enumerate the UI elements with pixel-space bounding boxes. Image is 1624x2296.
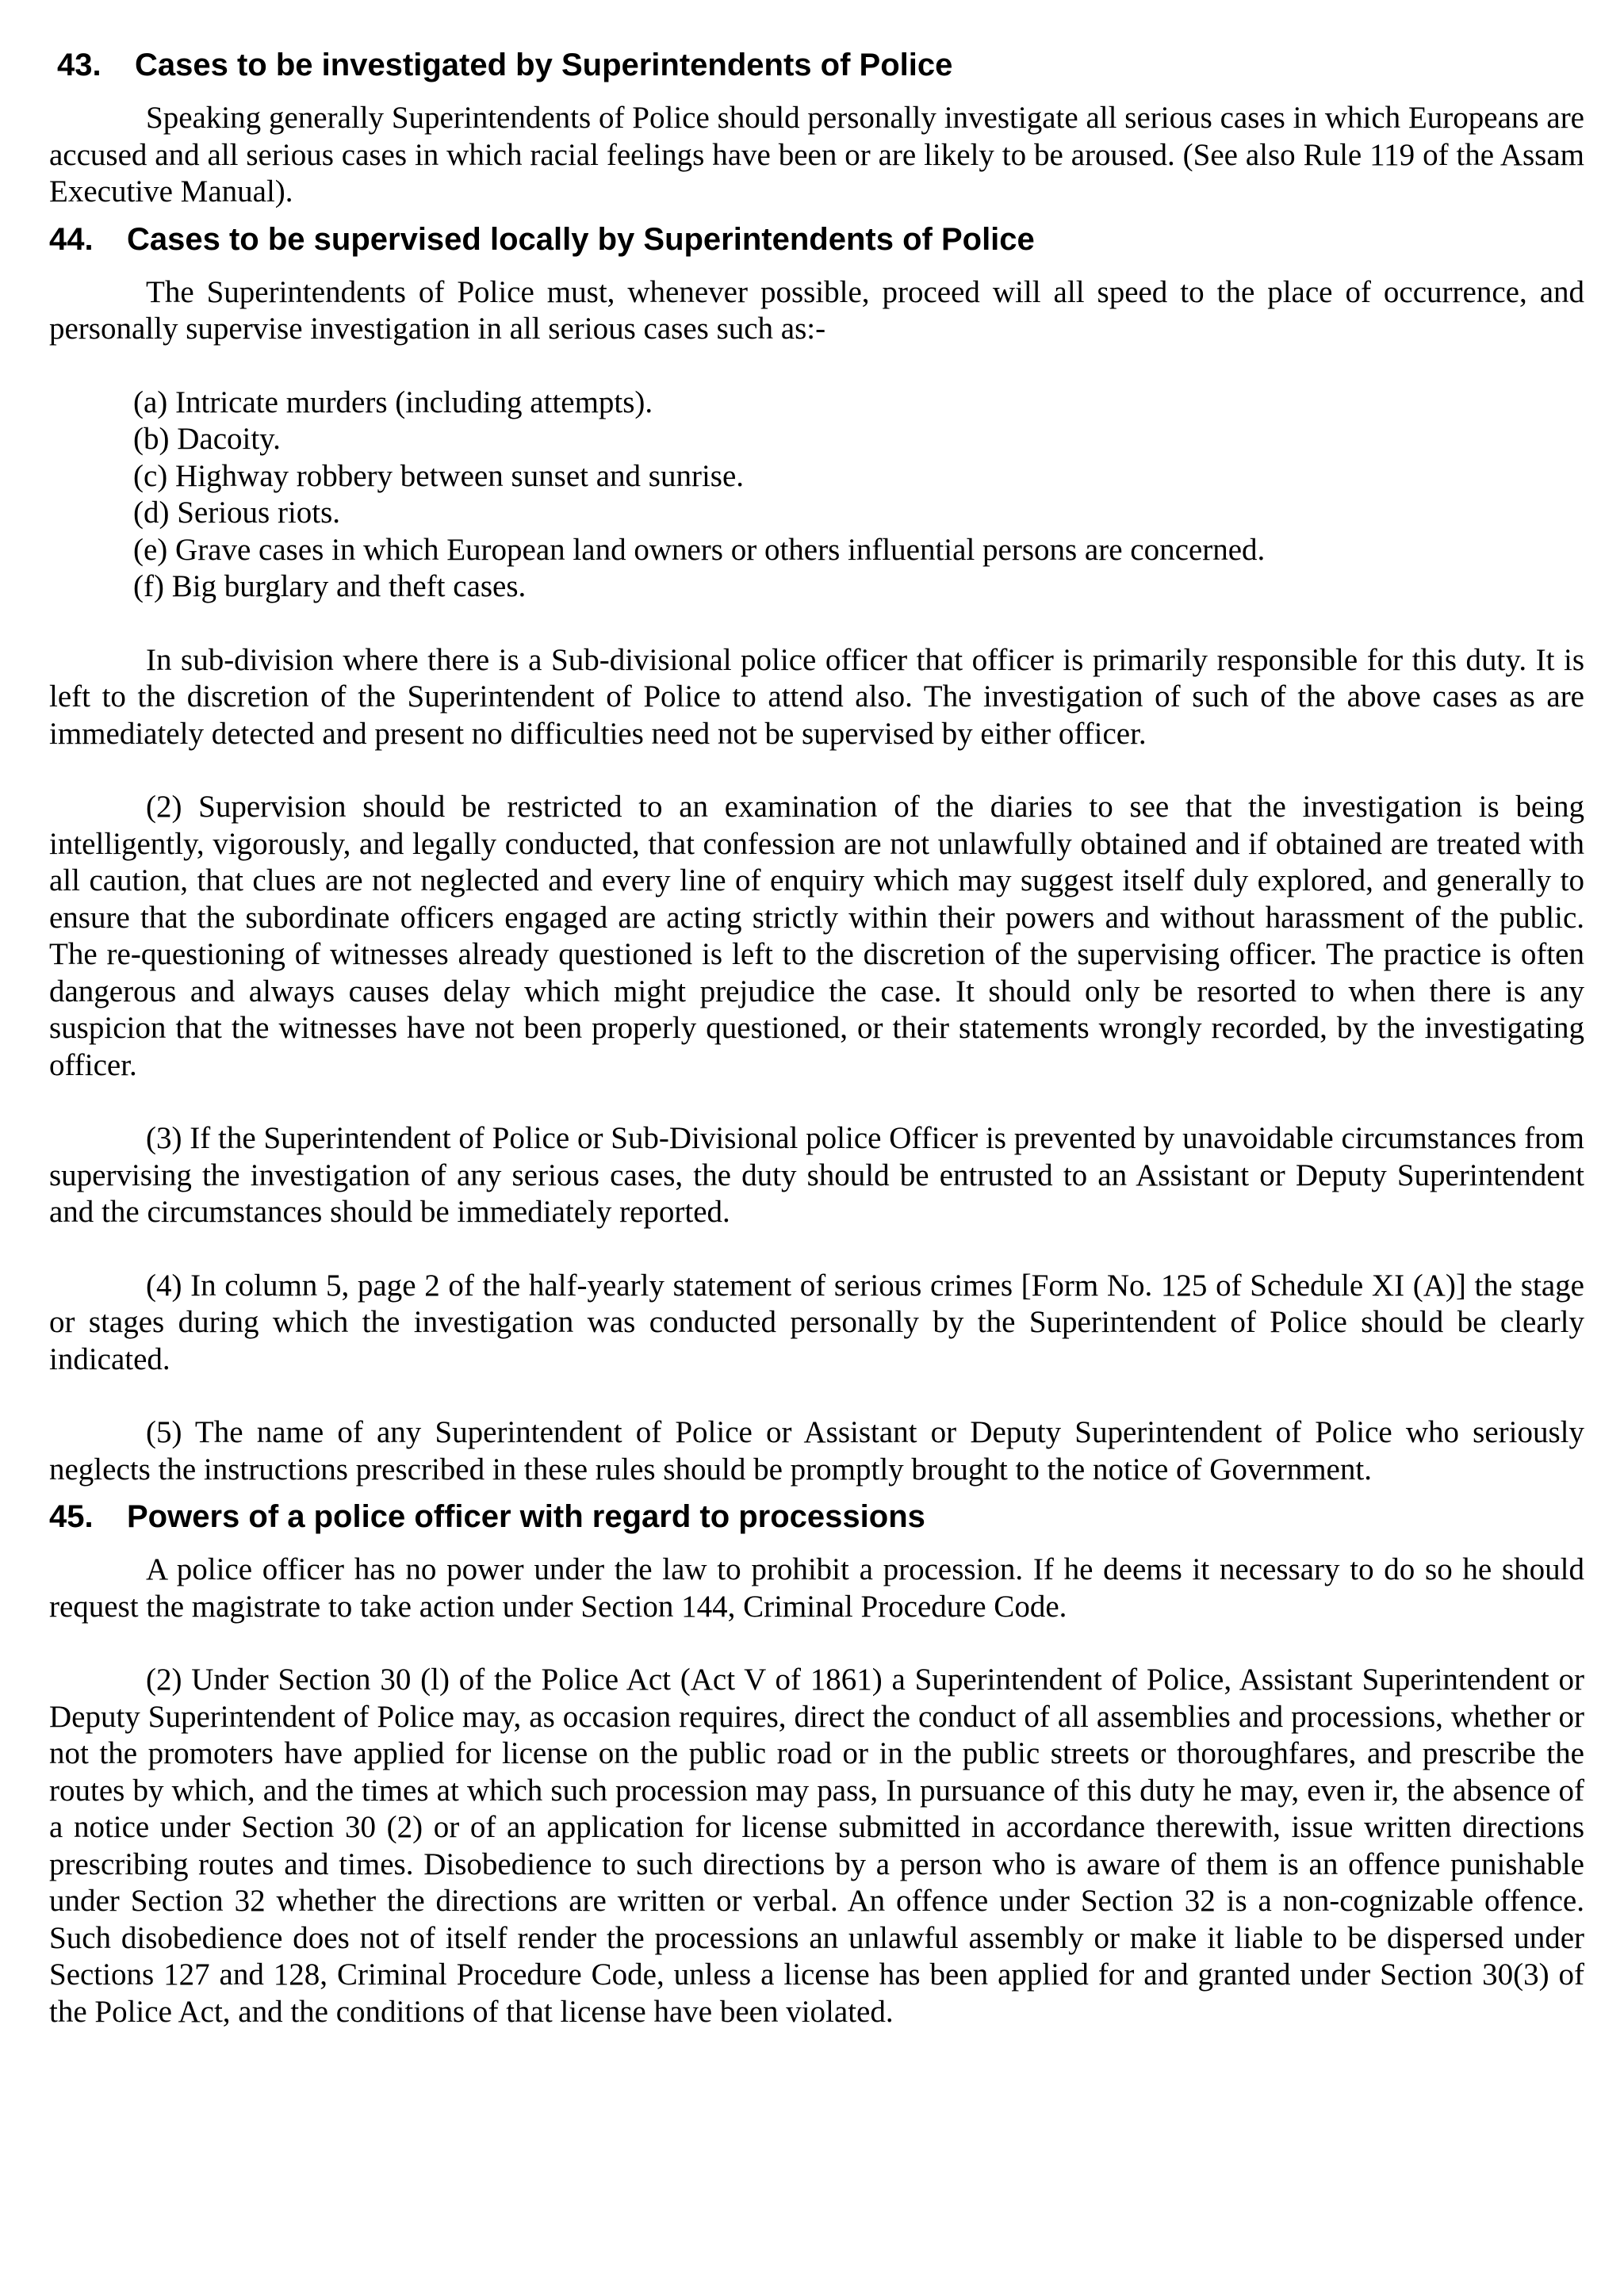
section-44-intro: The Superintendents of Police must, whenever possible, proceed will all speed to the place of occurrence, and personally supervise investigation in all serious cases such as:- [49,274,1584,346]
section-44-paragraph-1: In sub-division where there is a Sub-divisional police officer that officer is primarily responsible for this duty. It is left to the discretion of the Superintendent of Police to attend also. The investigation of such of the above cases as are immediately detected and present no difficulties need not be supervised by either officer. [49,642,1584,751]
section-45-paragraph-1: A police officer has no power under the law to prohibit a procession. If he deems it necessary to do so he should request the magistrate to take action under Section 144, Criminal Procedure Code. [49,1552,1584,1624]
section-44-paragraph-5: (5) The name of any Superintendent of Police or Assistant or Deputy Superintendent of Police who seriously neglects the instructions prescribed in these rules should be promptly brought to the notice of Government. [49,1415,1584,1487]
list-item: (d) Serious riots. [133,496,341,530]
section-44-paragraph-3: (3) If the Superintendent of Police or Sub-Divisional police Officer is prevented by unavoidable circumstances from supervising the investigation of any serious cases, the duty should be entrusted to an Assistant or Deputy Superintendent and the circumstances should be immediately reported. [49,1121,1584,1229]
section-44-heading [49,219,1584,260]
document-page [49,44,1584,2030]
section-44-paragraph-2: (2) Supervision should be restricted to an examination of the diaries to see that the investigation is being intelligently, vigorously, and legally conducted, that confession are not unlawfully obtained and if obtained are treated with all caution, that clues are not neglected and every line of enquiry which may suggest itself duly explored, and generally to ensure that the subordinate officers engaged are acting strictly within their powers and without harassment of the public. The re-questioning of witnesses already questioned is left to the discretion of the supervising officer. The practice is often dangerous and always causes delay which might prejudice the case. It should only be resorted to when there is any suspicion that the witnesses have not been properly questioned, or their statements wrongly recorded, by the investigating officer. [49,790,1584,1082]
section-title: Cases to be investigated by Superintendents of Police [135,48,953,82]
section-44-paragraph-4: (4) In column 5, page 2 of the half-yearly statement of serious crimes [Form No. 125 of Schedule XI (A)] the stage or stages during which the investigation was conducted personally by the Superintendent of Police should be clearly indicated. [49,1268,1584,1376]
serious-cases-list [49,385,1584,606]
section-number: 44. [49,221,94,257]
section-number: 45. [49,1499,94,1534]
list-item: (c) Highway robbery between sunset and sunrise. [133,458,745,493]
section-43-heading [49,44,1584,86]
section-45-paragraph-2: (2) Under Section 30 (l) of the Police Act (Act V of 1861) a Superintendent of Police, Assistant Superintendent or Deputy Superintendent of Police may, as occasion requires, direct the conduct of all assemblies and processions, whether or not the promoters have applied for license on the public road or in the public streets or thoroughfares, and prescribe the routes by which, and the times at which such procession may pass, In pursuance of this duty he may, even ir, the absence of a notice under Section 30 (2) or of an application for license submitted in accordance therewith, issue written directions prescribing routes and times. Disobedience to such directions by a person who is aware of them is an offence punishable under Section 32 whether the directions are written or verbal. An offence under Section 32 is a non-cognizable offence. Such disobedience does not of itself render the processions an unlawful assembly or make it liable to be dispersed under Sections 127 and 128, Criminal Procedure Code, unless a license has been applied for and granted under Section 30(3) of the Police Act, and the conditions of that license have been violated. [49,1663,1584,2029]
section-title: Powers of a police officer with regard to processions [127,1499,925,1534]
list-item: (b) Dacoity. [133,422,281,456]
section-number: 43. [57,48,102,82]
list-item: (a) Intricate murders (including attempts). [133,385,653,419]
list-item: (f) Big burglary and theft cases. [133,569,527,603]
section-title: Cases to be supervised locally by Superintendents of Police [127,221,1035,257]
section-45-heading [49,1496,1584,1537]
list-item: (e) Grave cases in which European land owners or others influential persons are concerned. [133,532,1266,567]
section-43-paragraph-1: Speaking generally Superintendents of Police should personally investigate all serious cases in which Europeans are accused and all serious cases in which racial feelings have been or are likely to be aroused. (See also Rule 119 of the Assam Executive Manual). [49,101,1584,209]
